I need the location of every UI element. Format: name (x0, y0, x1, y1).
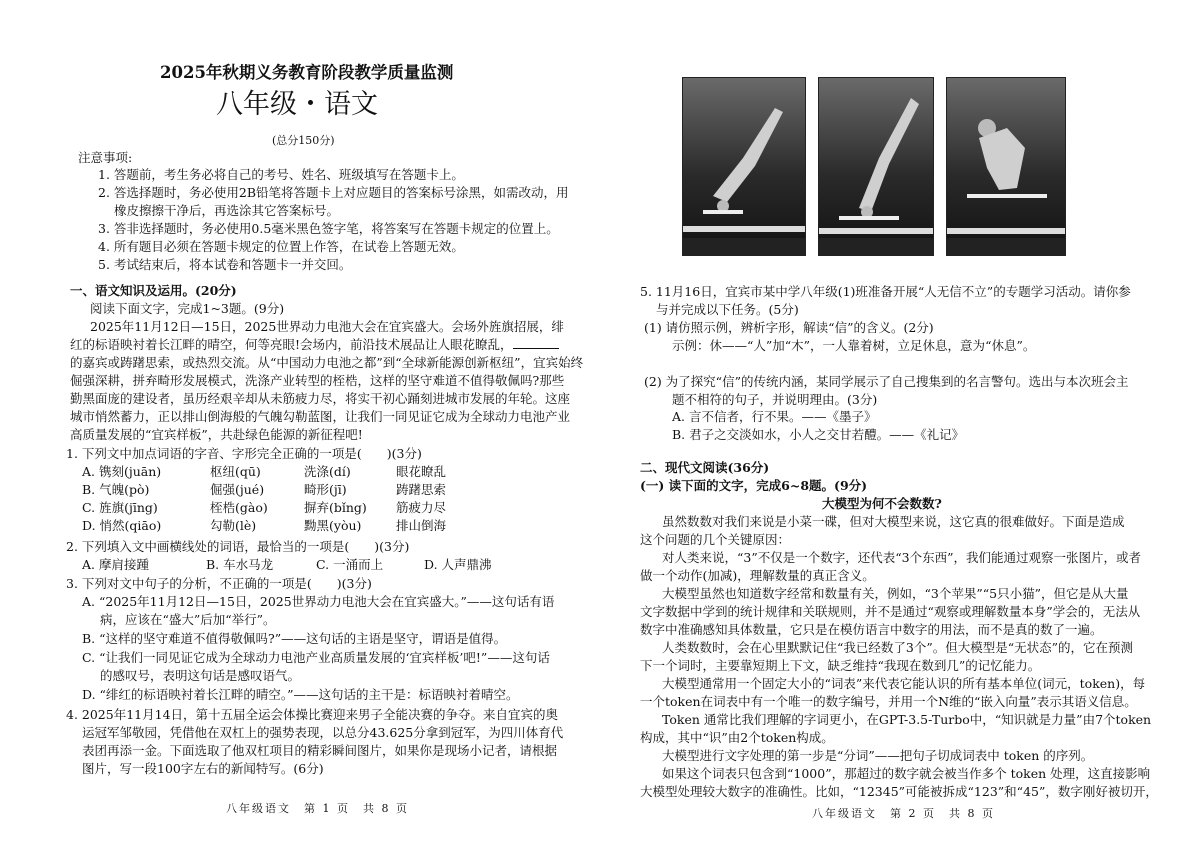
passage-line: 高质量发展的“宜宾样板”，共赴绿色能源的新征程吧! (70, 427, 363, 442)
article-line: 构成，其中“识”由2个token构成。 (640, 730, 834, 745)
article-line: 一个token在词表中有一个唯一的数字编号，并用一个N维的“嵌入向量”表示其语义信息。 (640, 694, 1137, 709)
reading-instruction: 阅读下面文字，完成1~3题。(9分) (90, 301, 285, 316)
q1-option: C. 旌旗(jīng) (82, 500, 158, 515)
article-line: 数字中准确感知具体数量，它只是在模仿语言中数字的用法，而不是真的数了一遍。 (640, 622, 1103, 637)
q1-option-word: 勾勒(lè) (210, 518, 257, 533)
article-line: 大模型虽然也知道数字经常和数量有关，例如，“3个苹果”“5只小猫”，但它是从大量 (662, 586, 1129, 601)
q1-option-word: 枢纽(qū) (210, 464, 261, 479)
q3-option: C. “让我们一同见证它成为全球动力电池产业高质量发展的‘宜宾样板’吧!”——这句话 (82, 650, 550, 665)
exam-page-2 (600, 0, 1200, 847)
q1-option-word: 畸形(jī) (304, 482, 347, 497)
page-footer: 八年级语文 第 2 页 共 8 页 (812, 807, 995, 820)
q1-option-word: 筋疲力尽 (396, 500, 447, 515)
section2-heading: 二、现代文阅读(36分) (640, 460, 770, 475)
q1-option-word: 眼花瞭乱 (396, 464, 447, 479)
question-4: 运冠军邹敬园，凭借他在双杠上的强势表现，以总分43.625分拿到冠军，为四川体育代 (82, 725, 564, 740)
subsection-heading: (一) 读下面的文字，完成6~8题。(9分) (640, 478, 868, 493)
question-5-part-2: (2) 为了探究“信”的传统内涵，某同学展示了自己搜集到的名言警句。选出与本次班会主 (644, 374, 1129, 389)
question-5-example: 示例：休——“人”加“木”，一人靠着树，立足休息，意为“休息”。 (672, 338, 1036, 353)
q1-option-word: 桎梏(gào) (210, 500, 268, 515)
note-item: 3. 答非选择题时，务必使用0.5毫米黑色签字笔，将答案写在答题卡规定的位置上。 (98, 221, 559, 236)
q3-option: 的感叹号，表明这句话是感叹语气。 (100, 668, 301, 683)
note-item: 2. 答选择题时，务必使用2B铅笔将答题卡上对应题目的答案标号涂黑，如需改动，用 (98, 185, 569, 200)
gymnast-figure-icon (683, 78, 805, 255)
article-line: 人类数数时，会在心里默默记住“我已经数了3个”。但大模型是“无状态”的，它在预测 (662, 640, 1134, 655)
q1-option-word: 洗涤(dí) (304, 464, 351, 479)
passage-line: 倔强深耕，拼弃畸形发展模式，洗涤产业转型的桎梏，这样的坚守难道不值得敬佩吗?那些 (70, 373, 565, 388)
question-2: 2. 下列填入文中画横线处的词语，最恰当的一项是( )(3分) (66, 539, 410, 554)
article-line: Token 通常比我们理解的字词更小，在GPT-3.5-Turbo中，“知识就是力量”由7个token (662, 712, 1152, 727)
question-4: 图片，写一段100字左右的新闻特写。(6分) (82, 761, 324, 776)
article-line: 大模型通常用一个固定大小的“词表”来代表它能认识的所有基本单位(词元，token)，每 (662, 676, 1146, 691)
gymnast-figure-icon (819, 78, 933, 255)
q1-option-word: 摒弃(bǐng) (304, 500, 367, 515)
q3-option: 病，应该在“盛大”后加“举行”。 (100, 612, 276, 627)
question-5-part-1: (1) 请仿照示例，辨析字形，解读“信”的含义。(2分) (644, 320, 934, 335)
q1-option-word: 排山倒海 (396, 518, 447, 533)
question-1: 1. 下列文中加点词语的字音、字形完全正确的一项是( )(3分) (66, 446, 422, 461)
note-item: 5. 考试结束后，将本试卷和答题卡一并交回。 (98, 257, 352, 272)
article-line: 下一个词时，主要靠短期上下文，缺乏维持“我现在数到几”的记忆能力。 (640, 658, 1041, 673)
article-line: 大模型处理较大数字的准确性。比如，“12345”可能被拆成“123”和“45”，数字刚好被切开， (640, 784, 1158, 799)
note-item: 4. 所有题目必须在答题卡规定的位置上作答，在试卷上答题无效。 (98, 239, 464, 254)
note-item: 橡皮擦擦干净后，再选涂其它答案标号。 (114, 203, 340, 218)
q1-option-word: 黝黑(yòu) (304, 518, 362, 533)
passage-line: 城市悄然蓄力，正以排山倒海般的气魄勾勒蓝图，让我们一同见证它成为全球动力电池产业 (70, 409, 571, 424)
article-line: 如果这个词表只包含到“1000”，那超过的数字就会被当作多个 token 处理，这直接影响 (662, 766, 1151, 781)
q1-option: B. 气魄(pò) (82, 482, 150, 497)
article-line: 对人类来说，“3”不仅是一个数字，还代表“3个东西”，我们能通过观察一张图片，或者 (662, 550, 1141, 565)
article-line: 文字数据中学到的统计规律和关联规则，并不是通过“观察或理解数量本身”学会的，无法从 (640, 604, 1141, 619)
gymnast-photo (818, 77, 934, 256)
q1-option: D. 悄然(qiāo) (82, 518, 162, 533)
page-footer: 八年级语文 第 1 页 共 8 页 (226, 802, 409, 815)
q3-option: D. “绯红的标语映衬着长江畔的晴空。”——这句话的主干是：标语映衬着晴空。 (82, 687, 519, 702)
gymnast-photo (682, 77, 806, 256)
article-title: 大模型为何不会数数? (822, 496, 942, 511)
q5-option: A. 言不信者，行不果。——《墨子》 (672, 409, 877, 424)
article-line: 这个问题的几个关键原因： (640, 532, 791, 547)
q2-option: D. 人声鼎沸 (424, 557, 492, 572)
article-line: 虽然数数对我们来说是小菜一碟，但对大模型来说，这它真的很难做好。下面是造成 (662, 514, 1125, 529)
q2-option: C. 一涌而上 (316, 557, 384, 572)
gymnast-photo (946, 77, 1066, 256)
question-4: 表团再添一金。下面选取了他双杠项目的精彩瞬间图片，如果你是现场小记者，请根据 (82, 743, 558, 758)
passage-line: 红的标语映衬着长江畔的晴空，何等亮眼!会场内，前沿技术展品让人眼花瞭乱， (70, 336, 559, 353)
q3-option: B. “这样的坚守难道不值得敬佩吗?”——这句话的主语是坚守，谓语是值得。 (82, 631, 507, 646)
article-line: 大模型进行文字处理的第一步是“分词”——把句子切成词表中 token 的序列。 (662, 748, 1094, 763)
q1-option-word: 踌躇思索 (396, 482, 447, 497)
q5-option: B. 君子之交淡如水，小人之交甘若醴。——《礼记》 (672, 427, 965, 442)
q1-option-word: 倔强(jué) (210, 482, 265, 497)
q3-option: A. “2025年11月12日—15日，2025世界动力电池大会在宜宾盛大。”——这句话有语 (82, 594, 555, 609)
total-score: (总分150分) (272, 134, 335, 147)
section1-heading: 一、语文知识及运用。(20分) (70, 283, 237, 298)
article-line: 做一个动作(加减)，理解数量的真正含义。 (640, 568, 875, 583)
question-5: 与并完成以下任务。(5分) (656, 302, 799, 317)
q2-option: A. 摩肩接踵 (82, 557, 149, 572)
exam-title: 2025年秋期义务教育阶段教学质量监测 (160, 63, 454, 82)
question-3: 3. 下列对文中句子的分析，不正确的一项是( )(3分) (66, 576, 372, 591)
passage-line: 勤黑面庞的建设者，虽历经艰辛却从未筋疲力尽，将实干初心踊刻进城市发展的年轮。这座 (70, 391, 571, 406)
notes-heading: 注意事项: (78, 150, 133, 165)
subject-title: 八年级・语文 (216, 89, 378, 120)
question-4: 4. 2025年11月14日，第十五届全运会体操比赛迎来男子全能决赛的争夺。来自宜宾的奥 (66, 707, 559, 722)
question-5: 5. 11月16日，宜宾市某中学八年级(1)班准备开展“人无信不立”的专题学习活动。请你参 (640, 284, 1131, 299)
note-item: 1. 答题前，考生务必将自己的考号、姓名、班级填写在答题卡上。 (98, 167, 464, 182)
passage-line: 2025年11月12日—15日，2025世界动力电池大会在宜宾盛大。会场外旌旗招展，绯 (90, 319, 564, 334)
gymnast-figure-icon (947, 78, 1065, 255)
q1-option: A. 镌刻(juān) (82, 464, 162, 479)
passage-line: 的嘉宾或踌躇思索，或热烈交流。从“中国动力电池之都”到“全球新能源创新枢纽”，宜宾始终 (70, 355, 584, 370)
fill-blank (513, 337, 559, 349)
q2-option: B. 车水马龙 (206, 557, 274, 572)
question-5-part-2: 题不相符的句子，并说明理由。(3分) (672, 392, 878, 407)
